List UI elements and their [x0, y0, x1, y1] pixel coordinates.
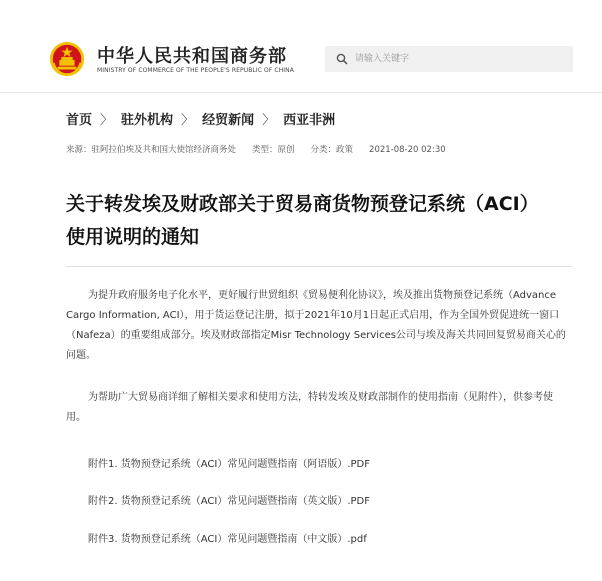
breadcrumb-trade-news[interactable]: 经贸新闻: [202, 113, 255, 128]
breadcrumb: [66, 109, 335, 128]
article-meta: [66, 143, 446, 155]
breadcrumb-separator: 〉: [262, 113, 276, 128]
article-paragraph-1: 为提升政府服务电子化水平，更好履行世贸组织《贸易便利化协议》，埃及推出货物预登记系统（Advance Cargo Information, ACI），用于货运登记注册，拟于2021年10月1日起正式启用，作为全国外贸促进统一窗口（Nafeza）的重要组成部分。埃及财政部指定Misr Technology Services公司与埃及海关共同回复贸易商关心的问题。: [66, 290, 566, 361]
attachment-link-2[interactable]: 附件2. 货物预登记系统（ACI）常见问题暨指南（英文版）.PDF: [88, 496, 370, 507]
breadcrumb-separator: 〉: [100, 113, 114, 128]
search-box: [325, 46, 573, 72]
article-paragraph-2: 为帮助广大贸易商详细了解相关要求和使用方法，特转发埃及财政部制作的使用指南（见附件），供参考使用。: [66, 392, 553, 423]
breadcrumb-west-asia-africa[interactable]: 西亚非洲: [283, 113, 336, 128]
site-subtitle: MINISTRY OF COMMERCE OF THE PEOPLE'S REPUBLIC OF CHINA: [97, 67, 294, 74]
site-title[interactable]: 中华人民共和国商务部: [97, 46, 287, 67]
breadcrumb-overseas-agencies[interactable]: 驻外机构: [121, 113, 174, 128]
breadcrumb-home[interactable]: 首页: [66, 113, 93, 128]
attachment-link-1[interactable]: 附件1. 货物预登记系统（ACI）常见问题暨指南（阿语版）.PDF: [88, 459, 370, 470]
site-header: [0, 0, 602, 93]
search-input[interactable]: [355, 46, 565, 72]
meta-source: 来源：驻阿拉伯埃及共和国大使馆经济商务处: [66, 145, 237, 155]
meta-type: 类型：原创: [252, 145, 295, 155]
national-emblem-icon[interactable]: [48, 40, 86, 78]
article-title: 关于转发埃及财政部关于贸易商货物预登记系统（ACI）使用说明的通知: [66, 193, 539, 248]
breadcrumb-separator: 〉: [181, 113, 195, 128]
search-icon[interactable]: [336, 53, 348, 65]
meta-category: 分类：政策: [310, 145, 354, 155]
attachment-link-3[interactable]: 附件3. 货物预登记系统（ACI）常见问题暨指南（中文版）.pdf: [88, 534, 367, 545]
title-divider: [66, 266, 572, 267]
meta-date: 2021-08-20 02:30: [369, 145, 446, 155]
